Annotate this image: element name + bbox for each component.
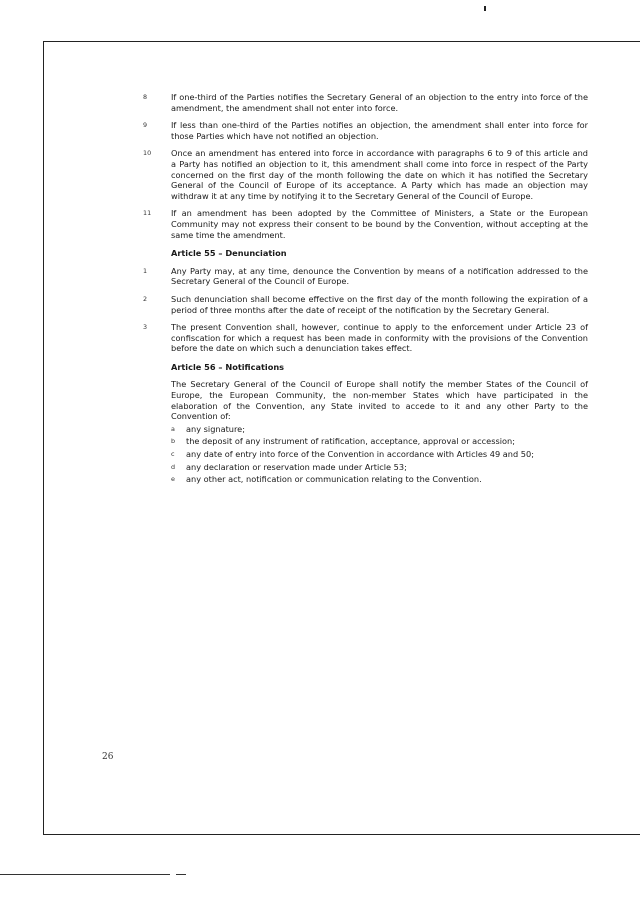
- paragraph-text: The present Convention shall, however, continue to apply to the enforcement under Article 23 of confiscation for which a request has been made in conformity with the provisions of the Convention before the date on which such a denunciation takes effect.: [171, 322, 588, 354]
- paragraph-10: [143, 148, 588, 201]
- paragraph-text: Any Party may, at any time, denounce the Convention by means of a notification addressed to the Secretary General of the Council of Europe.: [171, 265, 588, 287]
- paragraph-11: [143, 208, 588, 240]
- list-letter: a: [171, 424, 175, 433]
- list-letter: e: [171, 475, 175, 484]
- article-56-intro: The Secretary General of the Council of Europe shall notify the member States of the Council of Europe, the European Community, the non-member States which have participated in the elaboration of the Convention, any State invited to accede to it and any other Party to the Convention of:: [171, 379, 588, 422]
- list-item: [143, 424, 588, 435]
- page-number: 26: [102, 752, 114, 762]
- paragraph-number: 8: [143, 93, 148, 101]
- list-item: [143, 449, 588, 460]
- page-border-bottom: [43, 834, 640, 835]
- list-text: any date of entry into force of the Convention in accordance with Articles 49 and 50;: [186, 449, 534, 460]
- list-letter: d: [171, 462, 176, 471]
- list-text: any other act, notification or communication relating to the Convention.: [186, 474, 482, 485]
- list-letter: b: [171, 437, 176, 446]
- paragraph-number: 9: [143, 121, 148, 130]
- list-item: [143, 474, 588, 485]
- paragraph-text: Once an amendment has entered into force in accordance with paragraphs 6 to 9 of this article and a Party has notified an objection to it, this amendment shall come into force in respect of the Party concerned on the first day of the month following the date on which it has notified the Secretary General of the Council of Europe of its acceptance. A Party which has made an objection may withdraw it at any time by notifying it to the Secretary General of the Council of Europe.: [171, 148, 588, 201]
- list-item: [143, 462, 588, 473]
- paragraph-8: [143, 92, 588, 113]
- article-55-paragraph-2: [143, 294, 588, 315]
- paragraph-number: 10: [143, 149, 152, 158]
- paragraph-text: If an amendment has been adopted by the Committee of Ministers, a State or the European Community may not express their consent to be bound by the Convention, without accepting at the same time the amendment.: [171, 208, 588, 240]
- page-border-left: [43, 41, 44, 834]
- footer-rule-short: [176, 874, 186, 875]
- article-55-paragraph-3: [143, 322, 588, 354]
- paragraph-number: 3: [143, 323, 148, 332]
- list-item: [143, 436, 588, 447]
- paragraph-number: 1: [143, 266, 148, 275]
- paragraph-text: If less than one-third of the Parties notifies an objection, the amendment shall enter into force for those Parties which have not notified an objection.: [171, 120, 588, 141]
- paragraph-text: If one-third of the Parties notifies the Secretary General of an objection to the entry into force of the amendment, the amendment shall not enter into force.: [171, 92, 588, 113]
- article-55-paragraph-1: [143, 266, 588, 287]
- list-text: any declaration or reservation made under Article 53;: [186, 461, 407, 472]
- paragraph-text: Such denunciation shall become effective on the first day of the month following the expiration of a period of three months after the date of receipt of the notification by the Secretary General.: [171, 293, 588, 315]
- paragraph-9: [143, 120, 588, 141]
- paragraph-number: 11: [143, 209, 152, 218]
- list-text: the deposit of any instrument of ratification, acceptance, approval or accession;: [186, 436, 515, 447]
- article-55-heading: Article 55 – Denunciation: [171, 248, 287, 259]
- paragraph-number: 2: [143, 294, 148, 303]
- scan-mark: [484, 6, 486, 11]
- footer-rule: [0, 874, 170, 875]
- page-border-top: [43, 41, 640, 42]
- list-text: any signature;: [186, 423, 245, 434]
- list-letter: c: [171, 450, 175, 459]
- article-56-heading: Article 56 – Notifications: [171, 361, 285, 372]
- document-body: [143, 92, 588, 487]
